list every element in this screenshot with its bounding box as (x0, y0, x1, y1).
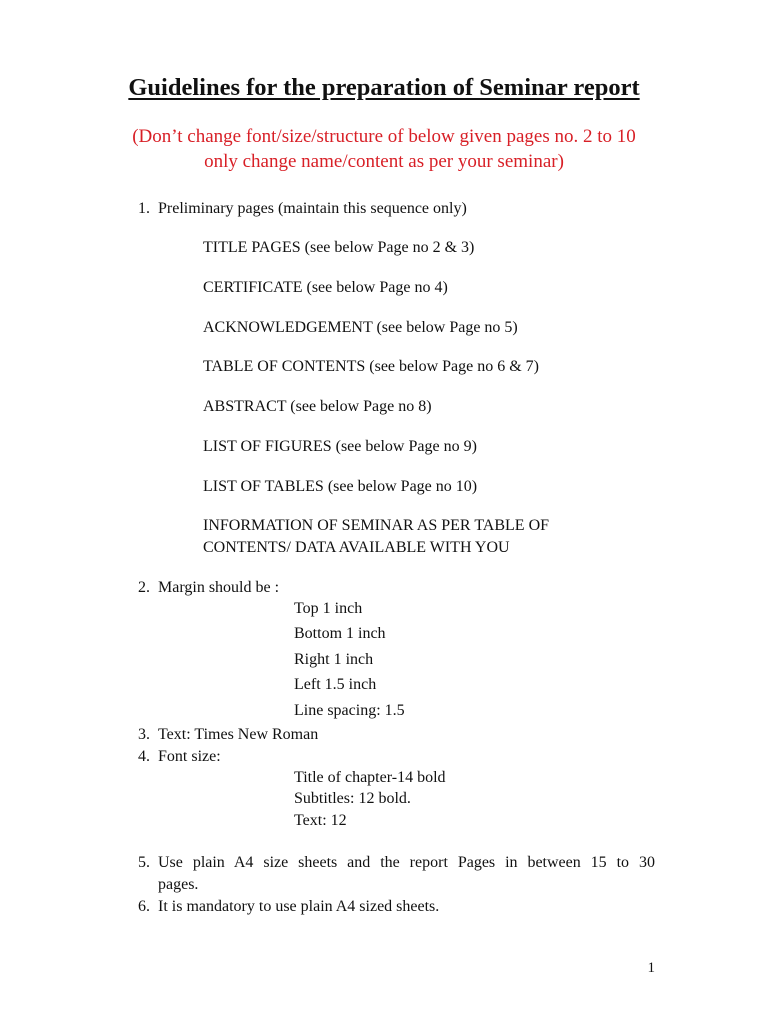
margin-entry: Line spacing: 1.5 (294, 702, 405, 719)
paper-size-paragraph (158, 852, 655, 896)
page-title: Guidelines for the preparation of Seminar report (128, 74, 640, 101)
list-number: 5. (138, 854, 150, 871)
page-entry: ABSTRACT (see below Page no 8) (203, 398, 432, 415)
margin-entry: Right 1 inch (294, 651, 374, 668)
preliminary-pages-label: Preliminary pages (maintain this sequence only) (158, 200, 467, 217)
font-size-label: Font size: (158, 748, 221, 765)
page-entry: CONTENTS/ DATA AVAILABLE WITH YOU (203, 539, 510, 556)
note-line-2: only change name/content as per your seminar) (204, 151, 564, 172)
page-entry: INFORMATION OF SEMINAR AS PER TABLE OF (203, 517, 550, 534)
instruction-note (0, 124, 768, 174)
page-entry: LIST OF TABLES (see below Page no 10) (203, 478, 478, 495)
list-number: 1. (138, 200, 150, 217)
list-number: 6. (138, 898, 150, 915)
margin-label: Margin should be : (158, 579, 280, 596)
page-entry: CERTIFICATE (see below Page no 4) (203, 279, 448, 296)
mandatory-note: It is mandatory to use plain A4 sized sheets. (158, 898, 440, 915)
font-size-entry: Subtitles: 12 bold. (294, 790, 411, 807)
list-number: 2. (138, 579, 150, 596)
font-size-entry: Text: 12 (294, 812, 347, 829)
page-entry: TABLE OF CONTENTS (see below Page no 6 & 7) (203, 358, 540, 375)
page-entry: ACKNOWLEDGEMENT (see below Page no 5) (203, 319, 518, 336)
page-number: 1 (647, 960, 655, 976)
paragraph-line: Use plain A4 size sheets and the report Pages in between 15 to 30 (158, 854, 655, 871)
margin-entry: Bottom 1 inch (294, 625, 386, 642)
list-number: 3. (138, 726, 150, 743)
margin-entry: Left 1.5 inch (294, 676, 377, 693)
list-number: 4. (138, 748, 150, 765)
paragraph-line: pages. (158, 876, 199, 893)
text-font-label: Text: Times New Roman (158, 726, 319, 743)
page-entry: LIST OF FIGURES (see below Page no 9) (203, 438, 477, 455)
page-entry: TITLE PAGES (see below Page no 2 & 3) (203, 239, 475, 256)
margin-entry: Top 1 inch (294, 600, 363, 617)
note-line-1: (Don’t change font/size/structure of below given pages no. 2 to 10 (132, 126, 636, 147)
font-size-entry: Title of chapter-14 bold (294, 769, 446, 786)
